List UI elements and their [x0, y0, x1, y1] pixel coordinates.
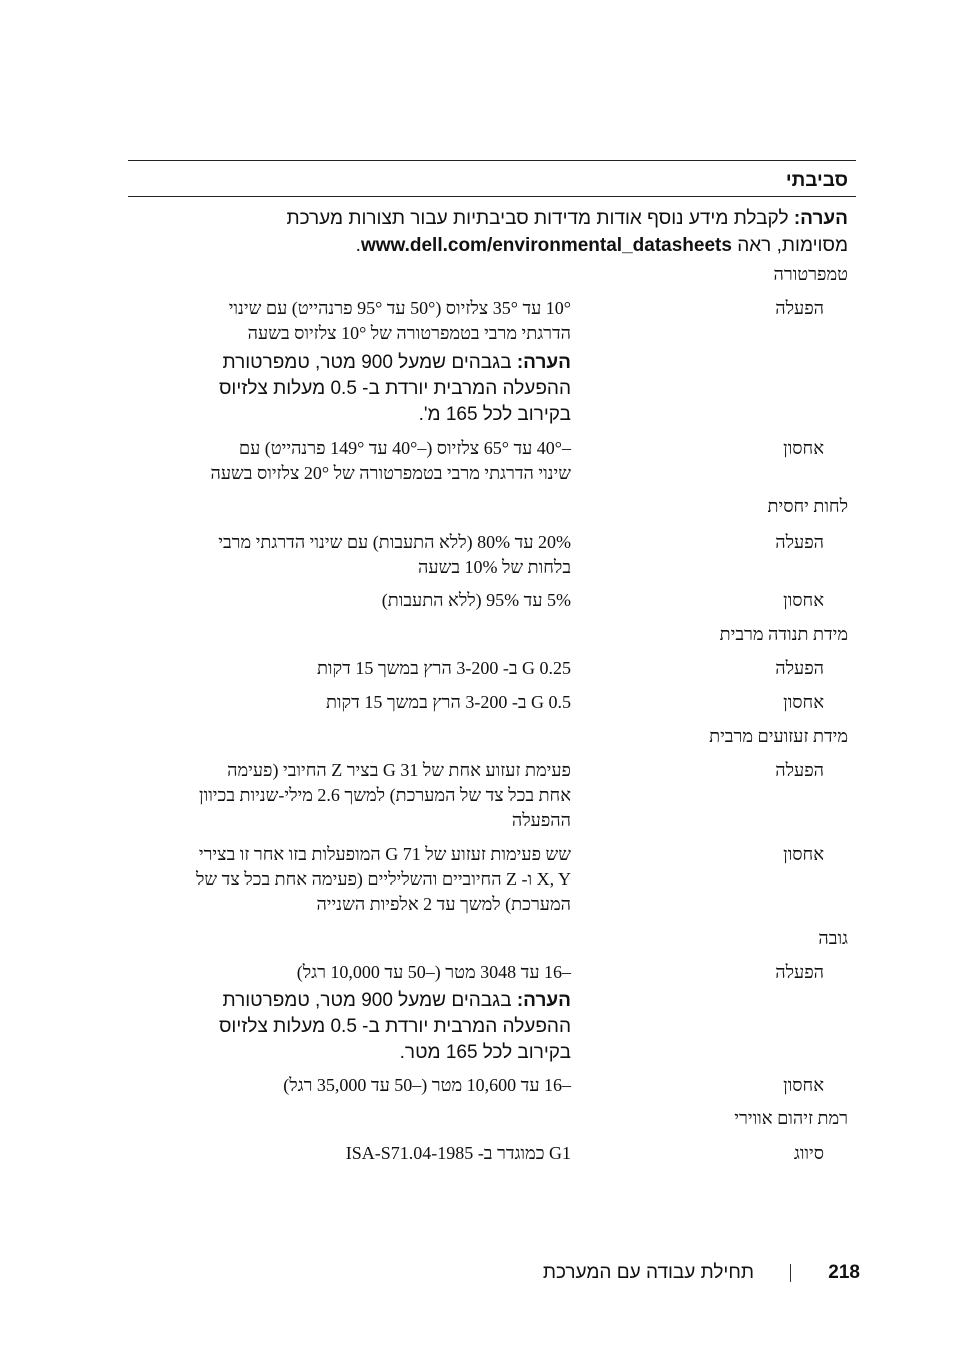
note-text: לקבלת מידע נוסף אודות מדידות סביבתיות עבור תצורות מערכת — [286, 208, 794, 229]
note-altitude: הערה: בגבהים שמעל 900 מטר, טמפרטורת ההפעלה המרבית יורדת ב- 0.5 מעלות צלזיוס בקירוב לכל 165 מטר. — [218, 990, 571, 1063]
category-altitude: גובה — [818, 928, 848, 948]
label-classification: סיווג — [793, 1143, 824, 1163]
category-temperature: טמפרטורה — [773, 264, 848, 284]
label-operating: הפעלה — [775, 760, 824, 780]
value-temp-storage: –40° עד 65° צלזיוס (–40° עד 149° פרנהייט) עם שינוי הדרגתי מרבי בטמפרטורה של 20° צלזיוס בשעה — [210, 438, 571, 483]
footer-separator — [790, 1264, 791, 1282]
page-number: 218 — [828, 1262, 860, 1283]
label-storage: אחסון — [783, 844, 824, 864]
value-shock-operating: פעימת זעזוע אחת של 31 G בציר Z החיובי (פעימה אחת בכל צד של המערכת) למשך 2.6 מילי-שניות בכיוון ההפעלה — [199, 760, 571, 830]
category-contaminant: רמת זיהום אווירי — [734, 1108, 848, 1128]
label-operating: הפעלה — [775, 532, 824, 552]
footer-title: תחילת עבודה עם המערכת — [542, 1262, 754, 1283]
category-shock: מידת זעזועים מרבית — [709, 726, 848, 746]
label-operating: הפעלה — [775, 962, 824, 982]
note-text: מסוימות, ראה — [731, 235, 848, 256]
label-storage: אחסון — [783, 692, 824, 712]
value-vibration-operating: 0.25 G ב- 3-200 הרץ במשך 15 דקות — [316, 658, 571, 678]
top-rule — [128, 160, 856, 161]
value-humidity-operating: 20% עד 80% (ללא התעבות) עם שינוי הדרגתי מרבי בלחות של 10% בשעה — [218, 532, 571, 577]
label-operating: הפעלה — [775, 298, 824, 318]
value-vibration-storage: 0.5 G ב- 3-200 הרץ במשך 15 דקות — [325, 692, 571, 712]
url-link[interactable]: www.dell.com/environmental_datasheets — [360, 235, 732, 256]
value-temp-operating: 10° עד 35° צלזיוס (50° עד 95° פרנהייט) עם שינוי הדרגתי מרבי בטמפרטורה של 10° צלזיוס בשעה — [228, 298, 571, 343]
note-temperature: הערה: בגבהים שמעל 900 מטר, טמפרטורת ההפעלה המרבית יורדת ב- 0.5 מעלות צלזיוס בקירוב לכל 165 מ'. — [218, 352, 571, 425]
value-shock-storage: שש פעימות זעזוע של 71 G המופעלות בזו אחר זו בצירי X, Y ו- Z החיוביים והשליליים (פעימה אחת בכל צד של המערכת) למשך עד 2 אלפיות השנייה — [196, 844, 571, 914]
label-storage: אחסון — [783, 438, 824, 458]
title-rule — [128, 196, 856, 197]
value-altitude-storage: –16 עד 10,600 מטר (–50 עד 35,000 רגל) — [283, 1075, 571, 1095]
value-altitude-operating: –16 עד 3048 מטר (–50 עד 10,000 רגל) — [296, 962, 571, 982]
label-storage: אחסון — [783, 1075, 824, 1095]
value-humidity-storage: 5% עד 95% (ללא התעבות) — [381, 590, 571, 610]
section-title: סביבתי — [785, 170, 848, 191]
label-storage: אחסון — [783, 590, 824, 610]
value-contaminant: G1 כמוגדר ב- ISA-S71.04-1985 — [345, 1143, 571, 1163]
category-humidity: לחות יחסית — [767, 496, 848, 516]
note-label: הערה: — [793, 208, 848, 229]
intro-note: הערה: לקבלת מידע נוסף אודות מדידות סביבתיות עבור תצורות מערכת מסוימות, ראה www.dell.com/environmental_datasheets. — [286, 208, 848, 256]
category-vibration: מידת תנודה מרבית — [719, 624, 848, 644]
label-operating: הפעלה — [775, 658, 824, 678]
